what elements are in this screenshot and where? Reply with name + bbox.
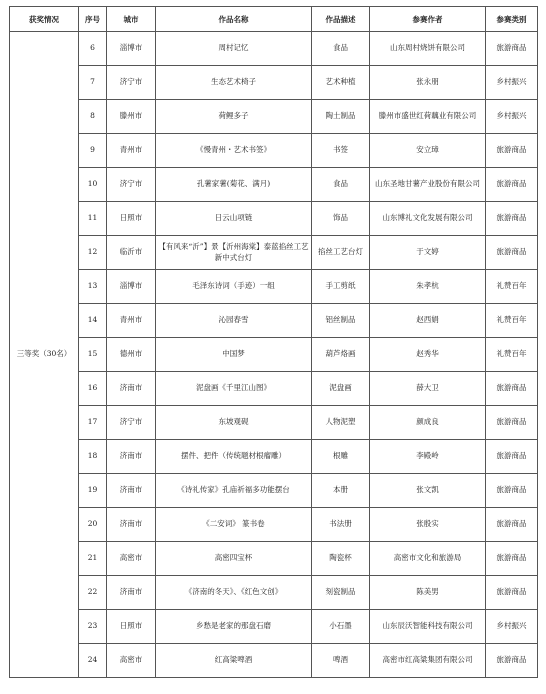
category-cell: 旅游商品 bbox=[486, 440, 538, 474]
desc-cell: 泥盘画 bbox=[312, 372, 370, 406]
number-cell: 13 bbox=[79, 270, 107, 304]
author-cell: 赵西娟 bbox=[370, 304, 486, 338]
name-cell: 摆件、把件（传统题材根瘤雕） bbox=[156, 440, 312, 474]
category-cell: 旅游商品 bbox=[486, 576, 538, 610]
number-cell: 8 bbox=[79, 100, 107, 134]
desc-cell: 手工剪纸 bbox=[312, 270, 370, 304]
number-cell: 14 bbox=[79, 304, 107, 338]
city-cell: 日照市 bbox=[107, 202, 156, 236]
table-row bbox=[10, 100, 538, 134]
author-cell: 高密市红高粱集团有限公司 bbox=[370, 644, 486, 678]
category-cell: 旅游商品 bbox=[486, 644, 538, 678]
author-cell: 赵秀华 bbox=[370, 338, 486, 372]
city-cell: 济宁市 bbox=[107, 66, 156, 100]
desc-cell: 铝丝制品 bbox=[312, 304, 370, 338]
header-category: 参赛类别 bbox=[486, 7, 538, 32]
author-cell: 颜成良 bbox=[370, 406, 486, 440]
table-row bbox=[10, 610, 538, 644]
name-cell: 毛泽东诗词（手迹）一组 bbox=[156, 270, 312, 304]
desc-cell: 艺术种植 bbox=[312, 66, 370, 100]
number-cell: 11 bbox=[79, 202, 107, 236]
desc-cell: 小石墨 bbox=[312, 610, 370, 644]
header-award: 获奖情况 bbox=[10, 7, 79, 32]
table-row bbox=[10, 202, 538, 236]
category-cell: 乡村振兴 bbox=[486, 100, 538, 134]
name-cell: 日云山项链 bbox=[156, 202, 312, 236]
author-cell: 陈美男 bbox=[370, 576, 486, 610]
table-row bbox=[10, 338, 538, 372]
name-cell: 【有风来“沂”】景【沂州海棠】泰蓝掐丝工艺新中式台灯 bbox=[156, 236, 312, 270]
city-cell: 高密市 bbox=[107, 542, 156, 576]
city-cell: 济南市 bbox=[107, 372, 156, 406]
desc-cell: 陶土制品 bbox=[312, 100, 370, 134]
award-group-cell: 三等奖（30名） bbox=[10, 32, 79, 678]
author-cell: 朱孝杭 bbox=[370, 270, 486, 304]
author-cell: 山东周村烧饼有限公司 bbox=[370, 32, 486, 66]
table-row bbox=[10, 134, 538, 168]
name-cell: 生态艺术椅子 bbox=[156, 66, 312, 100]
city-cell: 济南市 bbox=[107, 576, 156, 610]
city-cell: 济宁市 bbox=[107, 406, 156, 440]
author-cell: 李殿岭 bbox=[370, 440, 486, 474]
author-cell: 山东博礼文化发展有限公司 bbox=[370, 202, 486, 236]
number-cell: 23 bbox=[79, 610, 107, 644]
number-cell: 24 bbox=[79, 644, 107, 678]
author-cell: 张殷实 bbox=[370, 508, 486, 542]
name-cell: 东坡观砚 bbox=[156, 406, 312, 440]
number-cell: 19 bbox=[79, 474, 107, 508]
name-cell: 孔薯家薯(菊花、满月) bbox=[156, 168, 312, 202]
author-cell: 安立璋 bbox=[370, 134, 486, 168]
category-cell: 旅游商品 bbox=[486, 32, 538, 66]
table-row bbox=[10, 168, 538, 202]
number-cell: 12 bbox=[79, 236, 107, 270]
city-cell: 滕州市 bbox=[107, 100, 156, 134]
table-row bbox=[10, 474, 538, 508]
category-cell: 旅游商品 bbox=[486, 474, 538, 508]
category-cell: 旅游商品 bbox=[486, 406, 538, 440]
name-cell: 周村记忆 bbox=[156, 32, 312, 66]
name-cell: 《二安词》 篆书卷 bbox=[156, 508, 312, 542]
number-cell: 16 bbox=[79, 372, 107, 406]
category-cell: 旅游商品 bbox=[486, 508, 538, 542]
city-cell: 淄博市 bbox=[107, 32, 156, 66]
author-cell: 山东圣地甘薯产业股份有限公司 bbox=[370, 168, 486, 202]
table-body bbox=[10, 32, 538, 678]
desc-cell: 书签 bbox=[312, 134, 370, 168]
category-cell: 礼赞百年 bbox=[486, 304, 538, 338]
desc-cell: 本册 bbox=[312, 474, 370, 508]
table-row bbox=[10, 372, 538, 406]
city-cell: 淄博市 bbox=[107, 270, 156, 304]
city-cell: 青州市 bbox=[107, 304, 156, 338]
author-cell: 于文婷 bbox=[370, 236, 486, 270]
header-author: 参赛作者 bbox=[370, 7, 486, 32]
name-cell: 泥盘画《千里江山图》 bbox=[156, 372, 312, 406]
desc-cell: 刻瓷制品 bbox=[312, 576, 370, 610]
author-cell: 薛大卫 bbox=[370, 372, 486, 406]
header-no: 序号 bbox=[79, 7, 107, 32]
city-cell: 高密市 bbox=[107, 644, 156, 678]
desc-cell: 葫芦烙画 bbox=[312, 338, 370, 372]
number-cell: 10 bbox=[79, 168, 107, 202]
desc-cell: 食品 bbox=[312, 168, 370, 202]
name-cell: 《济南的冬天》、《红色文创》 bbox=[156, 576, 312, 610]
city-cell: 济南市 bbox=[107, 474, 156, 508]
number-cell: 6 bbox=[79, 32, 107, 66]
city-cell: 临沂市 bbox=[107, 236, 156, 270]
name-cell: 红高粱啤酒 bbox=[156, 644, 312, 678]
city-cell: 济宁市 bbox=[107, 168, 156, 202]
number-cell: 22 bbox=[79, 576, 107, 610]
table-row bbox=[10, 66, 538, 100]
city-cell: 济南市 bbox=[107, 440, 156, 474]
table-row bbox=[10, 32, 538, 66]
table-row bbox=[10, 576, 538, 610]
category-cell: 旅游商品 bbox=[486, 134, 538, 168]
city-cell: 青州市 bbox=[107, 134, 156, 168]
header-work: 作品名称 bbox=[156, 7, 312, 32]
category-cell: 乡村振兴 bbox=[486, 66, 538, 100]
author-cell: 高密市文化和旅游局 bbox=[370, 542, 486, 576]
desc-cell: 掐丝工艺台灯 bbox=[312, 236, 370, 270]
header-row bbox=[10, 7, 538, 32]
city-cell: 日照市 bbox=[107, 610, 156, 644]
table-row bbox=[10, 440, 538, 474]
city-cell: 济南市 bbox=[107, 508, 156, 542]
number-cell: 17 bbox=[79, 406, 107, 440]
category-cell: 乡村振兴 bbox=[486, 610, 538, 644]
number-cell: 15 bbox=[79, 338, 107, 372]
name-cell: 荷鲤多子 bbox=[156, 100, 312, 134]
table-row bbox=[10, 236, 538, 270]
table-row bbox=[10, 644, 538, 678]
category-cell: 旅游商品 bbox=[486, 542, 538, 576]
number-cell: 9 bbox=[79, 134, 107, 168]
number-cell: 18 bbox=[79, 440, 107, 474]
number-cell: 21 bbox=[79, 542, 107, 576]
desc-cell: 饰品 bbox=[312, 202, 370, 236]
author-cell: 张文凯 bbox=[370, 474, 486, 508]
category-cell: 礼赞百年 bbox=[486, 338, 538, 372]
category-cell: 旅游商品 bbox=[486, 236, 538, 270]
category-cell: 礼赞百年 bbox=[486, 270, 538, 304]
number-cell: 20 bbox=[79, 508, 107, 542]
number-cell: 7 bbox=[79, 66, 107, 100]
desc-cell: 陶瓷杯 bbox=[312, 542, 370, 576]
city-cell: 德州市 bbox=[107, 338, 156, 372]
table-row bbox=[10, 304, 538, 338]
name-cell: 《慢青州・艺术书签》 bbox=[156, 134, 312, 168]
name-cell: 《诗礼传家》孔庙祈福多功能摆台 bbox=[156, 474, 312, 508]
desc-cell: 啤酒 bbox=[312, 644, 370, 678]
desc-cell: 书法册 bbox=[312, 508, 370, 542]
name-cell: 高密四宝杯 bbox=[156, 542, 312, 576]
desc-cell: 食品 bbox=[312, 32, 370, 66]
author-cell: 张永朋 bbox=[370, 66, 486, 100]
header-desc: 作品描述 bbox=[312, 7, 370, 32]
table-row bbox=[10, 406, 538, 440]
header-city: 城市 bbox=[107, 7, 156, 32]
name-cell: 乡愁是老家的那盘石磨 bbox=[156, 610, 312, 644]
awards-table bbox=[9, 6, 538, 678]
category-cell: 旅游商品 bbox=[486, 168, 538, 202]
table-row bbox=[10, 508, 538, 542]
author-cell: 滕州市盛世红荷藕业有限公司 bbox=[370, 100, 486, 134]
author-cell: 山东辰沃智能科技有限公司 bbox=[370, 610, 486, 644]
name-cell: 沁园春雪 bbox=[156, 304, 312, 338]
table-row bbox=[10, 542, 538, 576]
category-cell: 旅游商品 bbox=[486, 372, 538, 406]
table-row bbox=[10, 270, 538, 304]
desc-cell: 人物泥塑 bbox=[312, 406, 370, 440]
category-cell: 旅游商品 bbox=[486, 202, 538, 236]
name-cell: 中国梦 bbox=[156, 338, 312, 372]
desc-cell: 根雕 bbox=[312, 440, 370, 474]
